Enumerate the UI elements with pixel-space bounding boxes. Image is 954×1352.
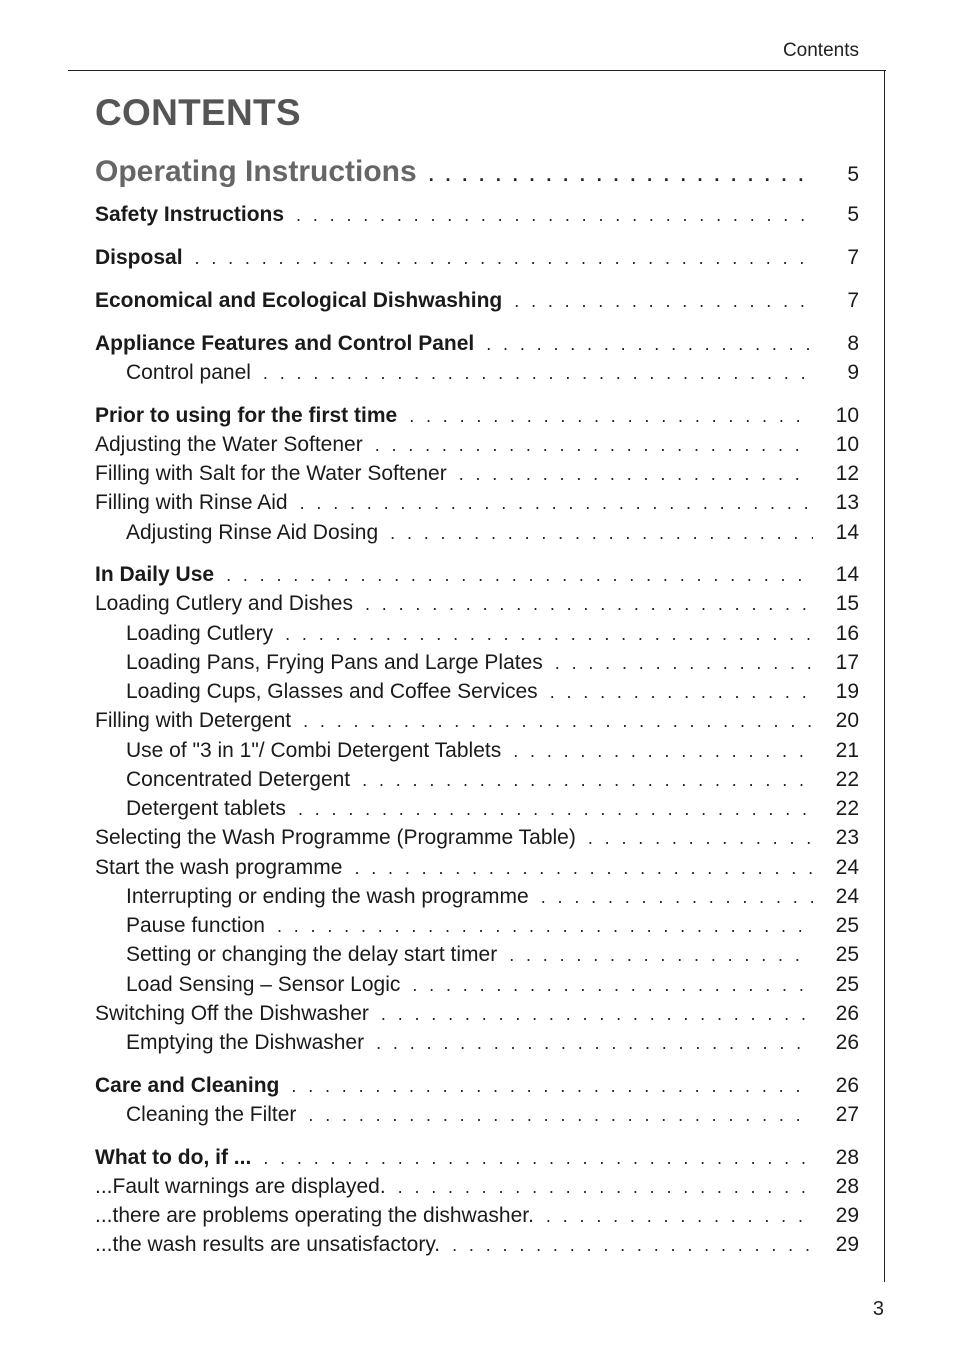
toc-entry-page: 23 bbox=[835, 826, 859, 849]
toc-entry-page: 10 bbox=[835, 404, 859, 427]
leader-dots bbox=[300, 493, 813, 514]
leader-dots bbox=[277, 916, 813, 937]
toc-entry-page: 21 bbox=[835, 739, 859, 762]
toc-entry[interactable] bbox=[95, 651, 859, 675]
toc-entry-label: Load Sensing – Sensor Logic bbox=[126, 973, 401, 996]
toc-entry-page: 26 bbox=[835, 1031, 859, 1054]
toc-entry[interactable] bbox=[95, 246, 859, 270]
toc-entry-label: In Daily Use bbox=[95, 563, 215, 586]
page-title: CONTENTS bbox=[95, 92, 301, 133]
toc-entry-page: 10 bbox=[835, 433, 859, 456]
toc-entry-label: Safety Instructions bbox=[95, 203, 285, 226]
toc-entry[interactable] bbox=[95, 797, 859, 821]
toc-entry[interactable] bbox=[95, 1233, 859, 1257]
leader-dots bbox=[226, 565, 813, 586]
toc-entry[interactable] bbox=[95, 709, 859, 733]
running-header: Contents bbox=[782, 40, 859, 61]
toc-entry-label: ...there are problems operating the dishwasher. bbox=[95, 1204, 534, 1227]
leader-dots bbox=[452, 1235, 813, 1256]
toc-entry-page: 25 bbox=[835, 943, 859, 966]
toc-entry-page: 24 bbox=[835, 885, 859, 908]
toc-entry[interactable] bbox=[95, 332, 859, 356]
toc-entry[interactable] bbox=[95, 491, 859, 515]
toc-entry-label: Adjusting Rinse Aid Dosing bbox=[126, 521, 379, 544]
toc-entry-page: 16 bbox=[835, 622, 859, 645]
toc-entry-label: Prior to using for the first time bbox=[95, 404, 398, 427]
leader-dots bbox=[550, 682, 813, 703]
toc-entry-page: 13 bbox=[835, 491, 859, 514]
toc-entry[interactable] bbox=[95, 404, 859, 428]
toc-entry[interactable] bbox=[95, 592, 859, 616]
toc-entry-label: Care and Cleaning bbox=[95, 1074, 280, 1097]
leader-dots bbox=[263, 363, 813, 384]
leader-dots bbox=[509, 945, 813, 966]
toc-entry-label: Loading Cups, Glasses and Coffee Services bbox=[126, 680, 538, 703]
leader-dots bbox=[285, 624, 813, 645]
leader-dots bbox=[588, 828, 813, 849]
toc-entry-label: Economical and Ecological Dishwashing bbox=[95, 289, 503, 312]
leader-dots bbox=[459, 464, 813, 485]
toc-entry-page: 9 bbox=[847, 361, 859, 384]
toc-entry[interactable] bbox=[95, 462, 859, 486]
toc-entry-page: 5 bbox=[847, 203, 859, 226]
leader-dots bbox=[354, 858, 813, 879]
toc-entry-label: Filling with Detergent bbox=[95, 709, 292, 732]
toc-entry-label: Cleaning the Filter bbox=[126, 1103, 297, 1126]
toc-entry[interactable] bbox=[95, 433, 859, 457]
toc-entry[interactable] bbox=[95, 1175, 859, 1199]
toc-entry[interactable] bbox=[95, 1103, 859, 1127]
toc-entry-label: Start the wash programme bbox=[95, 856, 343, 879]
toc-entry-page: 29 bbox=[835, 1233, 859, 1256]
toc-entry[interactable] bbox=[95, 563, 859, 587]
leader-dots bbox=[546, 1206, 813, 1227]
toc-entry-page: 14 bbox=[835, 521, 859, 544]
toc-entry-label: Loading Cutlery and Dishes bbox=[95, 592, 353, 615]
toc-entry[interactable] bbox=[95, 361, 859, 385]
toc-entry[interactable] bbox=[95, 856, 859, 880]
toc-entry-label: ...the wash results are unsatisfactory. bbox=[95, 1233, 441, 1256]
toc-entry-page: 25 bbox=[835, 973, 859, 996]
toc-entry-page: 28 bbox=[835, 1146, 859, 1169]
toc-entry-page: 27 bbox=[835, 1103, 859, 1126]
toc-entry[interactable] bbox=[95, 943, 859, 967]
toc-entry-label: Selecting the Wash Programme (Programme Table) bbox=[95, 826, 576, 849]
toc-entry[interactable] bbox=[95, 739, 859, 763]
leader-dots bbox=[381, 1004, 813, 1025]
toc-entry-page: 22 bbox=[835, 797, 859, 820]
toc-entry[interactable] bbox=[95, 155, 859, 189]
toc-entry[interactable] bbox=[95, 973, 859, 997]
toc-entry-page: 26 bbox=[835, 1002, 859, 1025]
toc-entry-label: Loading Pans, Frying Pans and Large Plates bbox=[126, 651, 543, 674]
toc-entry-label: Operating Instructions bbox=[95, 155, 417, 188]
toc-entry-label: Filling with Salt for the Water Softener bbox=[95, 462, 447, 485]
leader-dots bbox=[486, 334, 813, 355]
toc-entry-label: Disposal bbox=[95, 246, 183, 269]
toc-entry-page: 15 bbox=[835, 592, 859, 615]
toc-entry-page: 14 bbox=[835, 563, 859, 586]
toc-entry[interactable] bbox=[95, 1146, 859, 1170]
toc-entry-page: 7 bbox=[847, 246, 859, 269]
toc-entry-page: 8 bbox=[847, 332, 859, 355]
toc-entry[interactable] bbox=[95, 1074, 859, 1098]
toc-entry[interactable] bbox=[95, 521, 859, 545]
leader-dots bbox=[398, 1177, 813, 1198]
leader-dots bbox=[303, 711, 813, 732]
leader-dots bbox=[376, 1033, 813, 1054]
toc-entry-label: Adjusting the Water Softener bbox=[95, 433, 363, 456]
leader-dots bbox=[296, 205, 813, 226]
toc-entry[interactable] bbox=[95, 1031, 859, 1055]
toc-entry[interactable] bbox=[95, 885, 859, 909]
leader-dots bbox=[362, 770, 813, 791]
leader-dots bbox=[541, 887, 813, 908]
toc-entry-page: 24 bbox=[835, 856, 859, 879]
leader-dots bbox=[429, 165, 813, 186]
leader-dots bbox=[409, 406, 813, 427]
leader-dots bbox=[365, 594, 813, 615]
toc-entry-label: Interrupting or ending the wash programme bbox=[126, 885, 529, 908]
leader-dots bbox=[195, 248, 813, 269]
leader-dots bbox=[308, 1105, 813, 1126]
toc-entry-label: Loading Cutlery bbox=[126, 622, 274, 645]
toc-entry-label: Control panel bbox=[126, 361, 251, 384]
toc-entry-page: 26 bbox=[835, 1074, 859, 1097]
toc-entry-page: 20 bbox=[835, 709, 859, 732]
toc-entry-page: 22 bbox=[835, 768, 859, 791]
toc-entry-page: 25 bbox=[835, 914, 859, 937]
page-number: 3 bbox=[872, 1298, 884, 1320]
leader-dots bbox=[513, 741, 813, 762]
toc-entry-label: Use of "3 in 1"/ Combi Detergent Tablets bbox=[126, 739, 502, 762]
toc-entry[interactable] bbox=[95, 768, 859, 792]
toc-entry-label: Appliance Features and Control Panel bbox=[95, 332, 475, 355]
toc-entry[interactable] bbox=[95, 826, 859, 850]
toc-entry-label: Concentrated Detergent bbox=[126, 768, 351, 791]
toc-entry-label: Setting or changing the delay start timer bbox=[126, 943, 498, 966]
leader-dots bbox=[375, 435, 813, 456]
leader-dots bbox=[555, 653, 813, 674]
toc-entry-page: 5 bbox=[847, 163, 859, 186]
header-rule bbox=[68, 70, 886, 71]
toc-entry-page: 29 bbox=[835, 1204, 859, 1227]
toc-entry-label: ...Fault warnings are displayed. bbox=[95, 1175, 386, 1198]
toc-entry[interactable] bbox=[95, 1002, 859, 1026]
toc-entry-label: Detergent tablets bbox=[126, 797, 286, 820]
toc-entry-label: Filling with Rinse Aid bbox=[95, 491, 288, 514]
toc-entry-page: 12 bbox=[835, 462, 859, 485]
toc-entry-label: Pause function bbox=[126, 914, 265, 937]
toc-entry[interactable] bbox=[95, 1204, 859, 1228]
toc-entry-label: Switching Off the Dishwasher bbox=[95, 1002, 369, 1025]
toc-entry-page: 28 bbox=[835, 1175, 859, 1198]
leader-dots bbox=[291, 1076, 813, 1097]
leader-dots bbox=[390, 523, 813, 544]
toc-entry[interactable] bbox=[95, 289, 859, 313]
toc-entry-label: Emptying the Dishwasher bbox=[126, 1031, 365, 1054]
leader-dots bbox=[263, 1148, 813, 1169]
toc-entry[interactable] bbox=[95, 914, 859, 938]
toc-entry-page: 17 bbox=[835, 651, 859, 674]
toc-entry-page: 19 bbox=[835, 680, 859, 703]
toc-entry[interactable] bbox=[95, 680, 859, 704]
side-rule bbox=[884, 70, 885, 1282]
leader-dots bbox=[298, 799, 813, 820]
toc-entry-label: What to do, if ... bbox=[95, 1146, 252, 1169]
leader-dots bbox=[412, 975, 813, 996]
toc-entry-page: 7 bbox=[847, 289, 859, 312]
toc-entry[interactable] bbox=[95, 203, 859, 227]
leader-dots bbox=[514, 291, 813, 312]
toc-entry[interactable] bbox=[95, 622, 859, 646]
